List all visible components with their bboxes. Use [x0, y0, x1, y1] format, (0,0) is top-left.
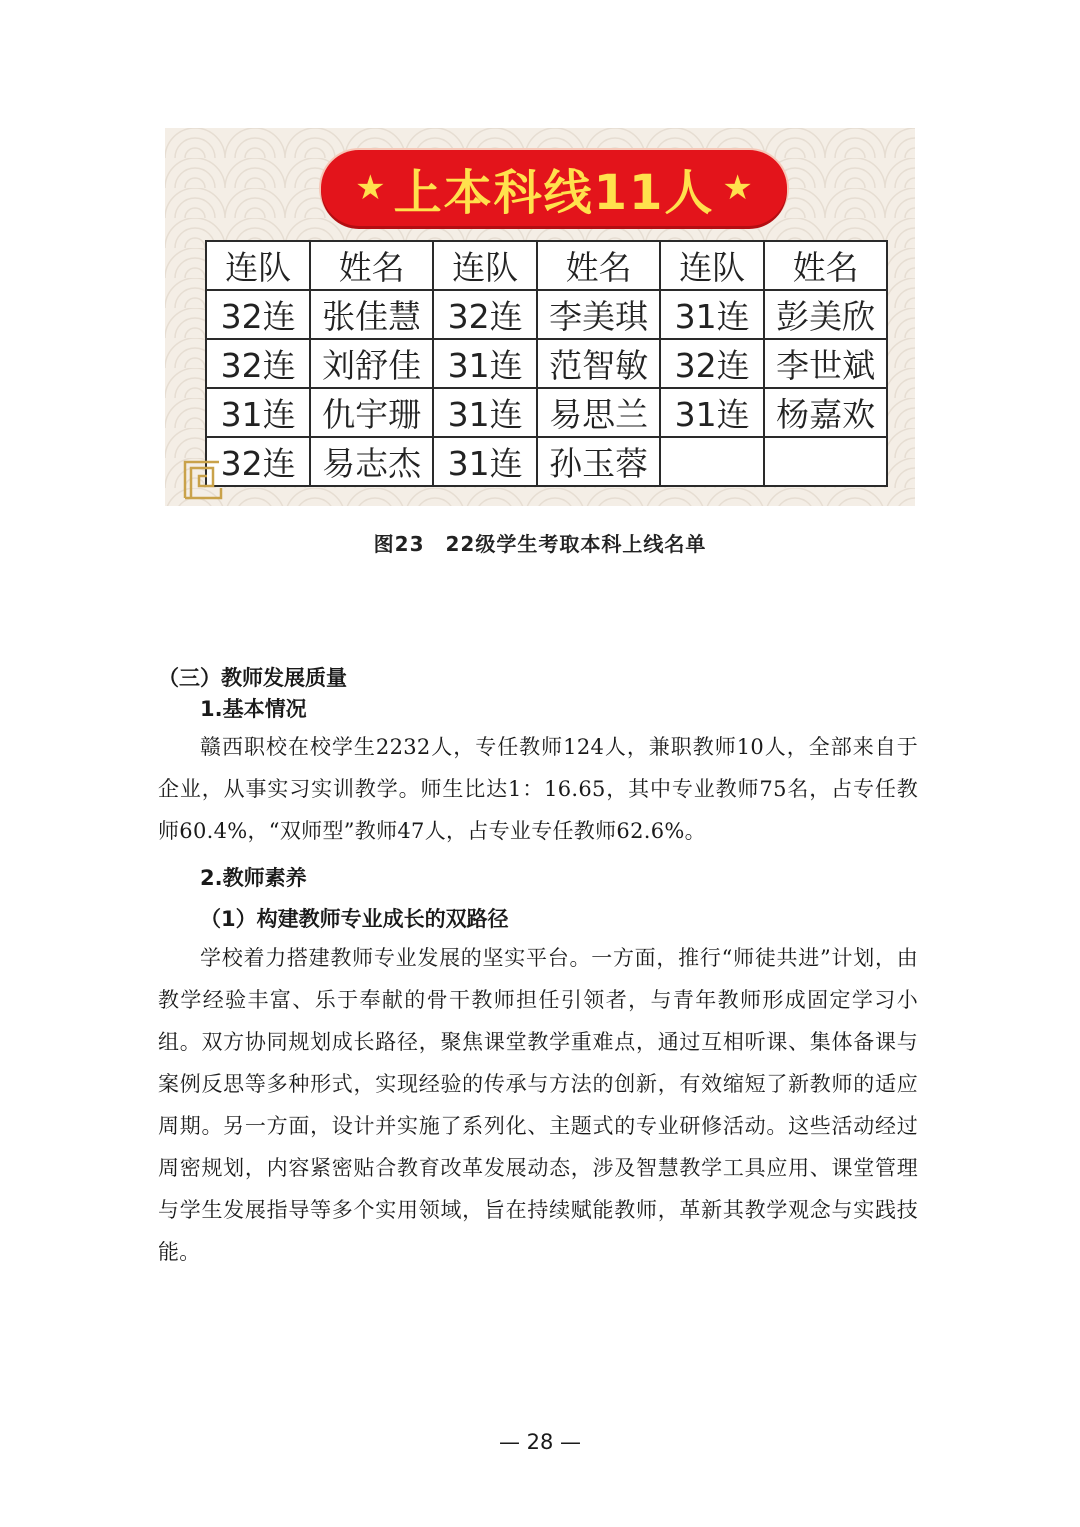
table-cell: 31连 [206, 388, 310, 437]
header-cell: 姓名 [537, 241, 660, 290]
fret-corner-icon [183, 458, 223, 500]
table-cell: 范智敏 [537, 339, 660, 388]
table-cell: 32连 [206, 339, 310, 388]
table-cell [660, 437, 764, 486]
header-cell: 连队 [660, 241, 764, 290]
banner-title: 上本科线11人 [393, 164, 715, 221]
admission-table [205, 240, 888, 487]
table-cell: 31连 [660, 290, 764, 339]
table-cell: 32连 [206, 437, 310, 486]
table-row [206, 388, 887, 437]
section-heading: （三）教师发展质量 [158, 666, 347, 690]
table-cell: 杨嘉欢 [764, 388, 887, 437]
table-cell: 31连 [433, 437, 537, 486]
table-cell [764, 437, 887, 486]
table-cell: 31连 [433, 339, 537, 388]
star-icon: ★ [722, 168, 753, 208]
page-number: — 28 — [498, 1430, 582, 1454]
header-cell: 姓名 [310, 241, 433, 290]
subheading-quality: 2.教师素养 [200, 866, 307, 890]
table-cell: 张佳慧 [310, 290, 433, 339]
table-cell: 彭美欣 [764, 290, 887, 339]
table-row [206, 437, 887, 486]
table-row [206, 339, 887, 388]
table-cell: 31连 [660, 388, 764, 437]
banner [321, 150, 787, 226]
table-cell: 李世斌 [764, 339, 887, 388]
header-cell: 姓名 [764, 241, 887, 290]
star-icon: ★ [355, 168, 386, 208]
figure-caption: 图23 22级学生考取本科上线名单 [373, 532, 707, 556]
table-cell: 孙玉蓉 [537, 437, 660, 486]
subheading-dual-path: （1）构建教师专业成长的双路径 [200, 907, 509, 931]
table-cell: 仇宇珊 [310, 388, 433, 437]
table-cell: 31连 [433, 388, 537, 437]
table-cell: 32连 [206, 290, 310, 339]
table-cell: 李美琪 [537, 290, 660, 339]
table-cell: 易思兰 [537, 388, 660, 437]
subheading-basic: 1.基本情况 [200, 697, 307, 721]
table-cell: 易志杰 [310, 437, 433, 486]
paragraph-basic: 赣西职校在校学生2232人，专任教师124人，兼职教师10人，全部来自于企业，从事实习实训教学。师生比达1：16.65，其中专业教师75名，占专任教师60.4%，“双师型”教师47人，占专业专任教师62.6%。 [158, 735, 918, 843]
table-cell: 刘舒佳 [310, 339, 433, 388]
table-cell: 32连 [433, 290, 537, 339]
header-cell: 连队 [433, 241, 537, 290]
table-row [206, 290, 887, 339]
figure-image [165, 128, 915, 506]
table-header-row [206, 241, 887, 290]
header-cell: 连队 [206, 241, 310, 290]
paragraph-dual-path: 学校着力搭建教师专业发展的坚实平台。一方面，推行“师徒共进”计划，由教学经验丰富、乐于奉献的骨干教师担任引领者，与青年教师形成固定学习小组。双方协同规划成长路径，聚焦课堂教学重难点，通过互相听课、集体备课与案例反思等多种形式，实现经验的传承与方法的创新，有效缩短了新教师的适应周期。另一方面，设计并实施了系列化、主题式的专业研修活动。这些活动经过周密规划，内容紧密贴合教育改革发展动态，涉及智慧教学工具应用、课堂管理与学生发展指导等多个实用领域，旨在持续赋能教师，革新其教学观念与实践技能。 [158, 946, 918, 1264]
table-cell: 32连 [660, 339, 764, 388]
